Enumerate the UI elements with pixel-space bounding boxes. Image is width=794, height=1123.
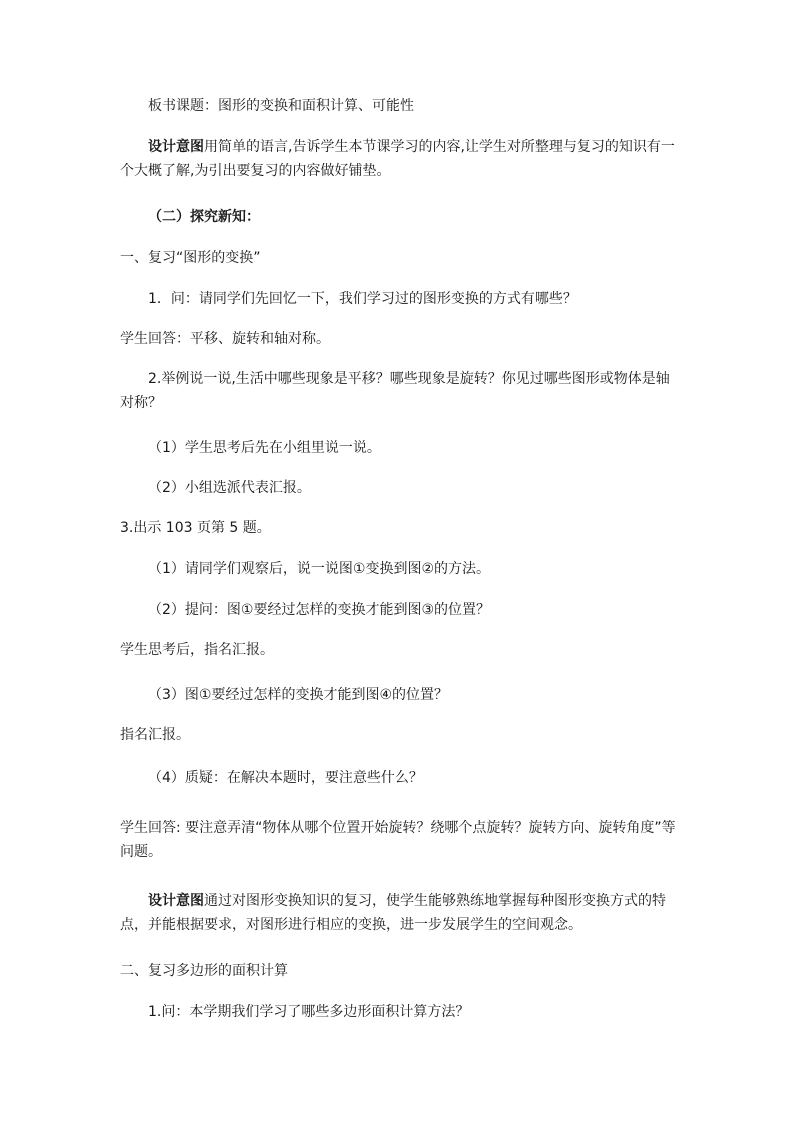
question-2-step-2: （2）小组选派代表汇报。 <box>148 480 311 496</box>
answer-3-step-3: 指名汇报。 <box>120 727 190 743</box>
design-intent-text: 用简单的语言,告诉学生本节课学习的内容,让学生对所整理与复习的知识有一个大概了解,为引出要复习的内容做好铺垫。 <box>120 139 675 179</box>
design-intent-label: 设计意图 <box>148 139 204 155</box>
section-heading: （二）探究新知： <box>148 209 260 225</box>
design-intent-paragraph <box>120 135 680 183</box>
answer-3-step-2: 学生思考后，指名汇报。 <box>120 642 274 658</box>
design-intent-paragraph-2 <box>120 889 680 937</box>
question-3-step-3: （3）图①要经过怎样的变换才能到图④的位置？ <box>148 687 449 703</box>
title-line: 板书课题：图形的变换和面积计算、可能性 <box>148 98 414 114</box>
question-2: 2.举例说一说,生活中哪些现象是平移？哪些现象是旋转？你见过哪些图形或物体是轴对称？ <box>120 371 670 411</box>
question-3-step-1: （1）请同学们观察后，说一说图①变换到图②的方法。 <box>148 561 491 577</box>
design-intent-text: 通过对图形变换知识的复习，使学生能够熟练地掌握每种图形变换方式的特点，并能根据要求，对图形进行相应的变换，进一步发展学生的空间观念。 <box>120 893 666 933</box>
answer-1: 学生回答：平移、旋转和轴对称。 <box>120 331 330 347</box>
question-2-step-1: （1）学生思考后先在小组里说一说。 <box>148 440 381 456</box>
question-3-step-4: （4）质疑：在解决本题时，要注意些什么？ <box>148 770 423 786</box>
question-3-step-2: （2）提问：图①要经过怎样的变换才能到图③的位置？ <box>148 602 491 618</box>
design-intent-label: 设计意图 <box>148 893 204 909</box>
part-heading-area: 二、复习多边形的面积计算 <box>120 963 288 979</box>
answer-3-step-4: 学生回答: 要注意弄清“物体从哪个位置开始旋转？绕哪个点旋转？旋转方向、旋转角度”等问题。 <box>120 820 676 860</box>
part-heading-transform: 一、复习“图形的变换” <box>120 250 261 266</box>
question-1: 1．问：请同学们先回忆一下，我们学习过的图形变换的方式有哪些？ <box>148 291 577 307</box>
question-4: 1.问：本学期我们学习了哪些多边形面积计算方法？ <box>148 1004 470 1020</box>
question-3: 3.出示 103 页第 5 题。 <box>120 520 271 536</box>
